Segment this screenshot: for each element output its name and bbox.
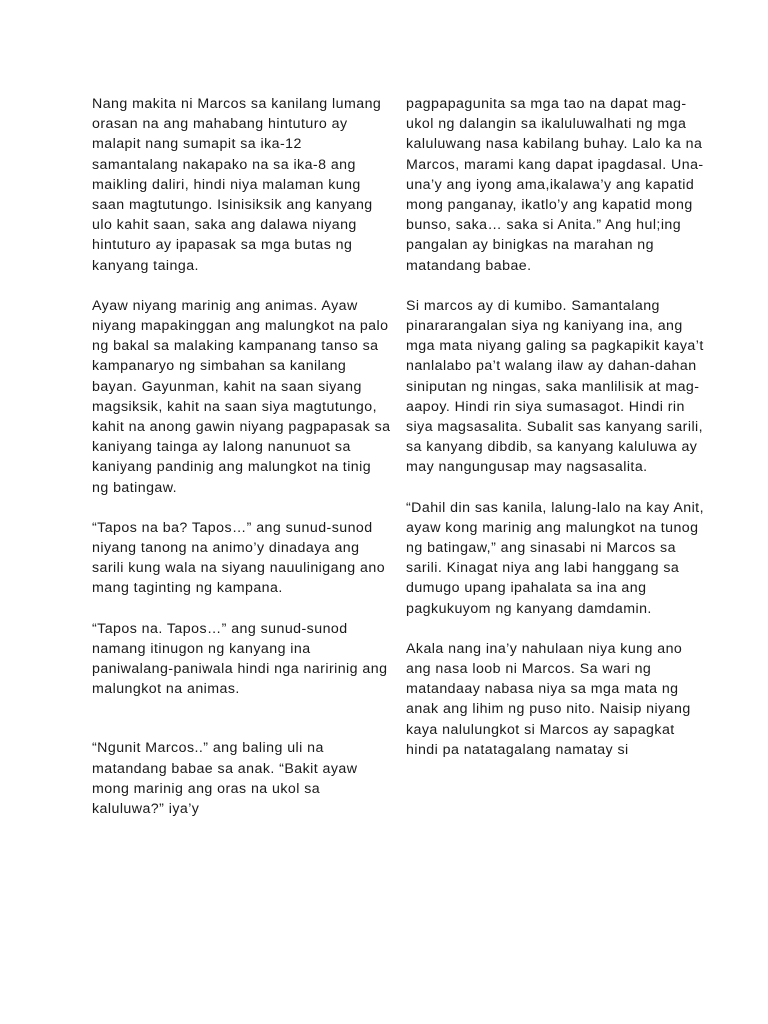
- paragraph: “Dahil din sas kanila, lalung-lalo na kay Anit, ayaw kong marinig ang malungkot na tunog ng batingaw,” ang sinasabi ni Marcos sa sarili. Kinagat niya ang labi hanggang sa dumugo upang ipahalata sa ina ang pagkukuyom ng kanyang damdamin.: [406, 499, 704, 617]
- paragraph: Nang makita ni Marcos sa kanilang lumang orasan na ang mahabang hintuturo ay malapit nang sumapit sa ika-12 samantalang nakapako na sa ika-8 ang maikling daliri, hindi niya malaman kung saan magtutungo. Isinisiksik ang kanyang ulo kahit saan, saka ang dalawa niyang hintuturo ay ipapasak sa mga butas ng kanyang tainga.: [92, 96, 382, 274]
- paragraph: Si marcos ay di kumibo. Samantalang pinararangalan siya ng kaniyang ina, ang mga mata niyang galing sa pagkapikit kaya’t nanlalabo pa’t walang ilaw ay dahan-dahan siniputan ng ningas, saka manlilisik at mag-aapoy. Hindi rin siya sumasagot. Hindi rin siya magsasalita. Subalit sas kanyang sarili, sa kanyang dibdib, sa kanyang kaluluwa ay may nangungusap may nagsasalita.: [406, 297, 704, 476]
- paragraph: “Ngunit Marcos..” ang baling uli na matandang babae sa anak. “Bakit ayaw mong marinig ang oras na ukol sa kaluluwa?” iya’y: [92, 740, 358, 818]
- right-text-column: [406, 94, 706, 780]
- paragraph: Akala nang ina’y nahulaan niya kung ano ang nasa loob ni Marcos. Sa wari ng matandaay nabasa niya sa mga mata ng anak ang lihim ng puso nito. Naisip niyang kaya nalulungkot si Marcos ay sapagkat hindi pa natatagalang namatay si: [406, 640, 691, 758]
- paragraph: pagpapagunita sa mga tao na dapat mag-ukol ng dalangin sa ikaluluwalhati ng mga kaluluwang nasa kabilang buhay. Lalo ka na Marcos, marami kang dapat ipagdasal. Una-una’y ang iyong ama,ikalawa’y ang kapatid mong panganay, ikatlo’y ang kapatid mong bunso, saka… saka si Anita.” Ang hul;ing pangalan ay binigkas na marahan ng matandang babae.: [406, 96, 704, 274]
- paragraph: “Tapos na. Tapos…” ang sunud-sunod namang itinugon ng kanyang ina paniwalang-paniwala hindi nga naririnig ang malungkot na animas.: [92, 620, 388, 698]
- paragraph: Ayaw niyang marinig ang animas. Ayaw niyang mapakinggan ang malungkot na palo ng bakal sa malaking kampanang tanso sa kampanaryo ng simbahan sa kanilang bayan. Gayunman, kahit na saan siyang magsiksik, kahit na saan siya magtutungo, kahit na anong gawin niyang pagpapasak sa kaniyang tainga ay lalong nanunuot sa kaniyang pandinig ang malungkot na tinig ng batingaw.: [92, 297, 391, 496]
- paragraph: “Tapos na ba? Tapos…” ang sunud-sunod niyang tanong na animo’y dinadaya ang sarili kung wala na siyang nauulinigang ano mang taginting ng kampana.: [92, 519, 386, 597]
- left-text-column: [92, 94, 392, 839]
